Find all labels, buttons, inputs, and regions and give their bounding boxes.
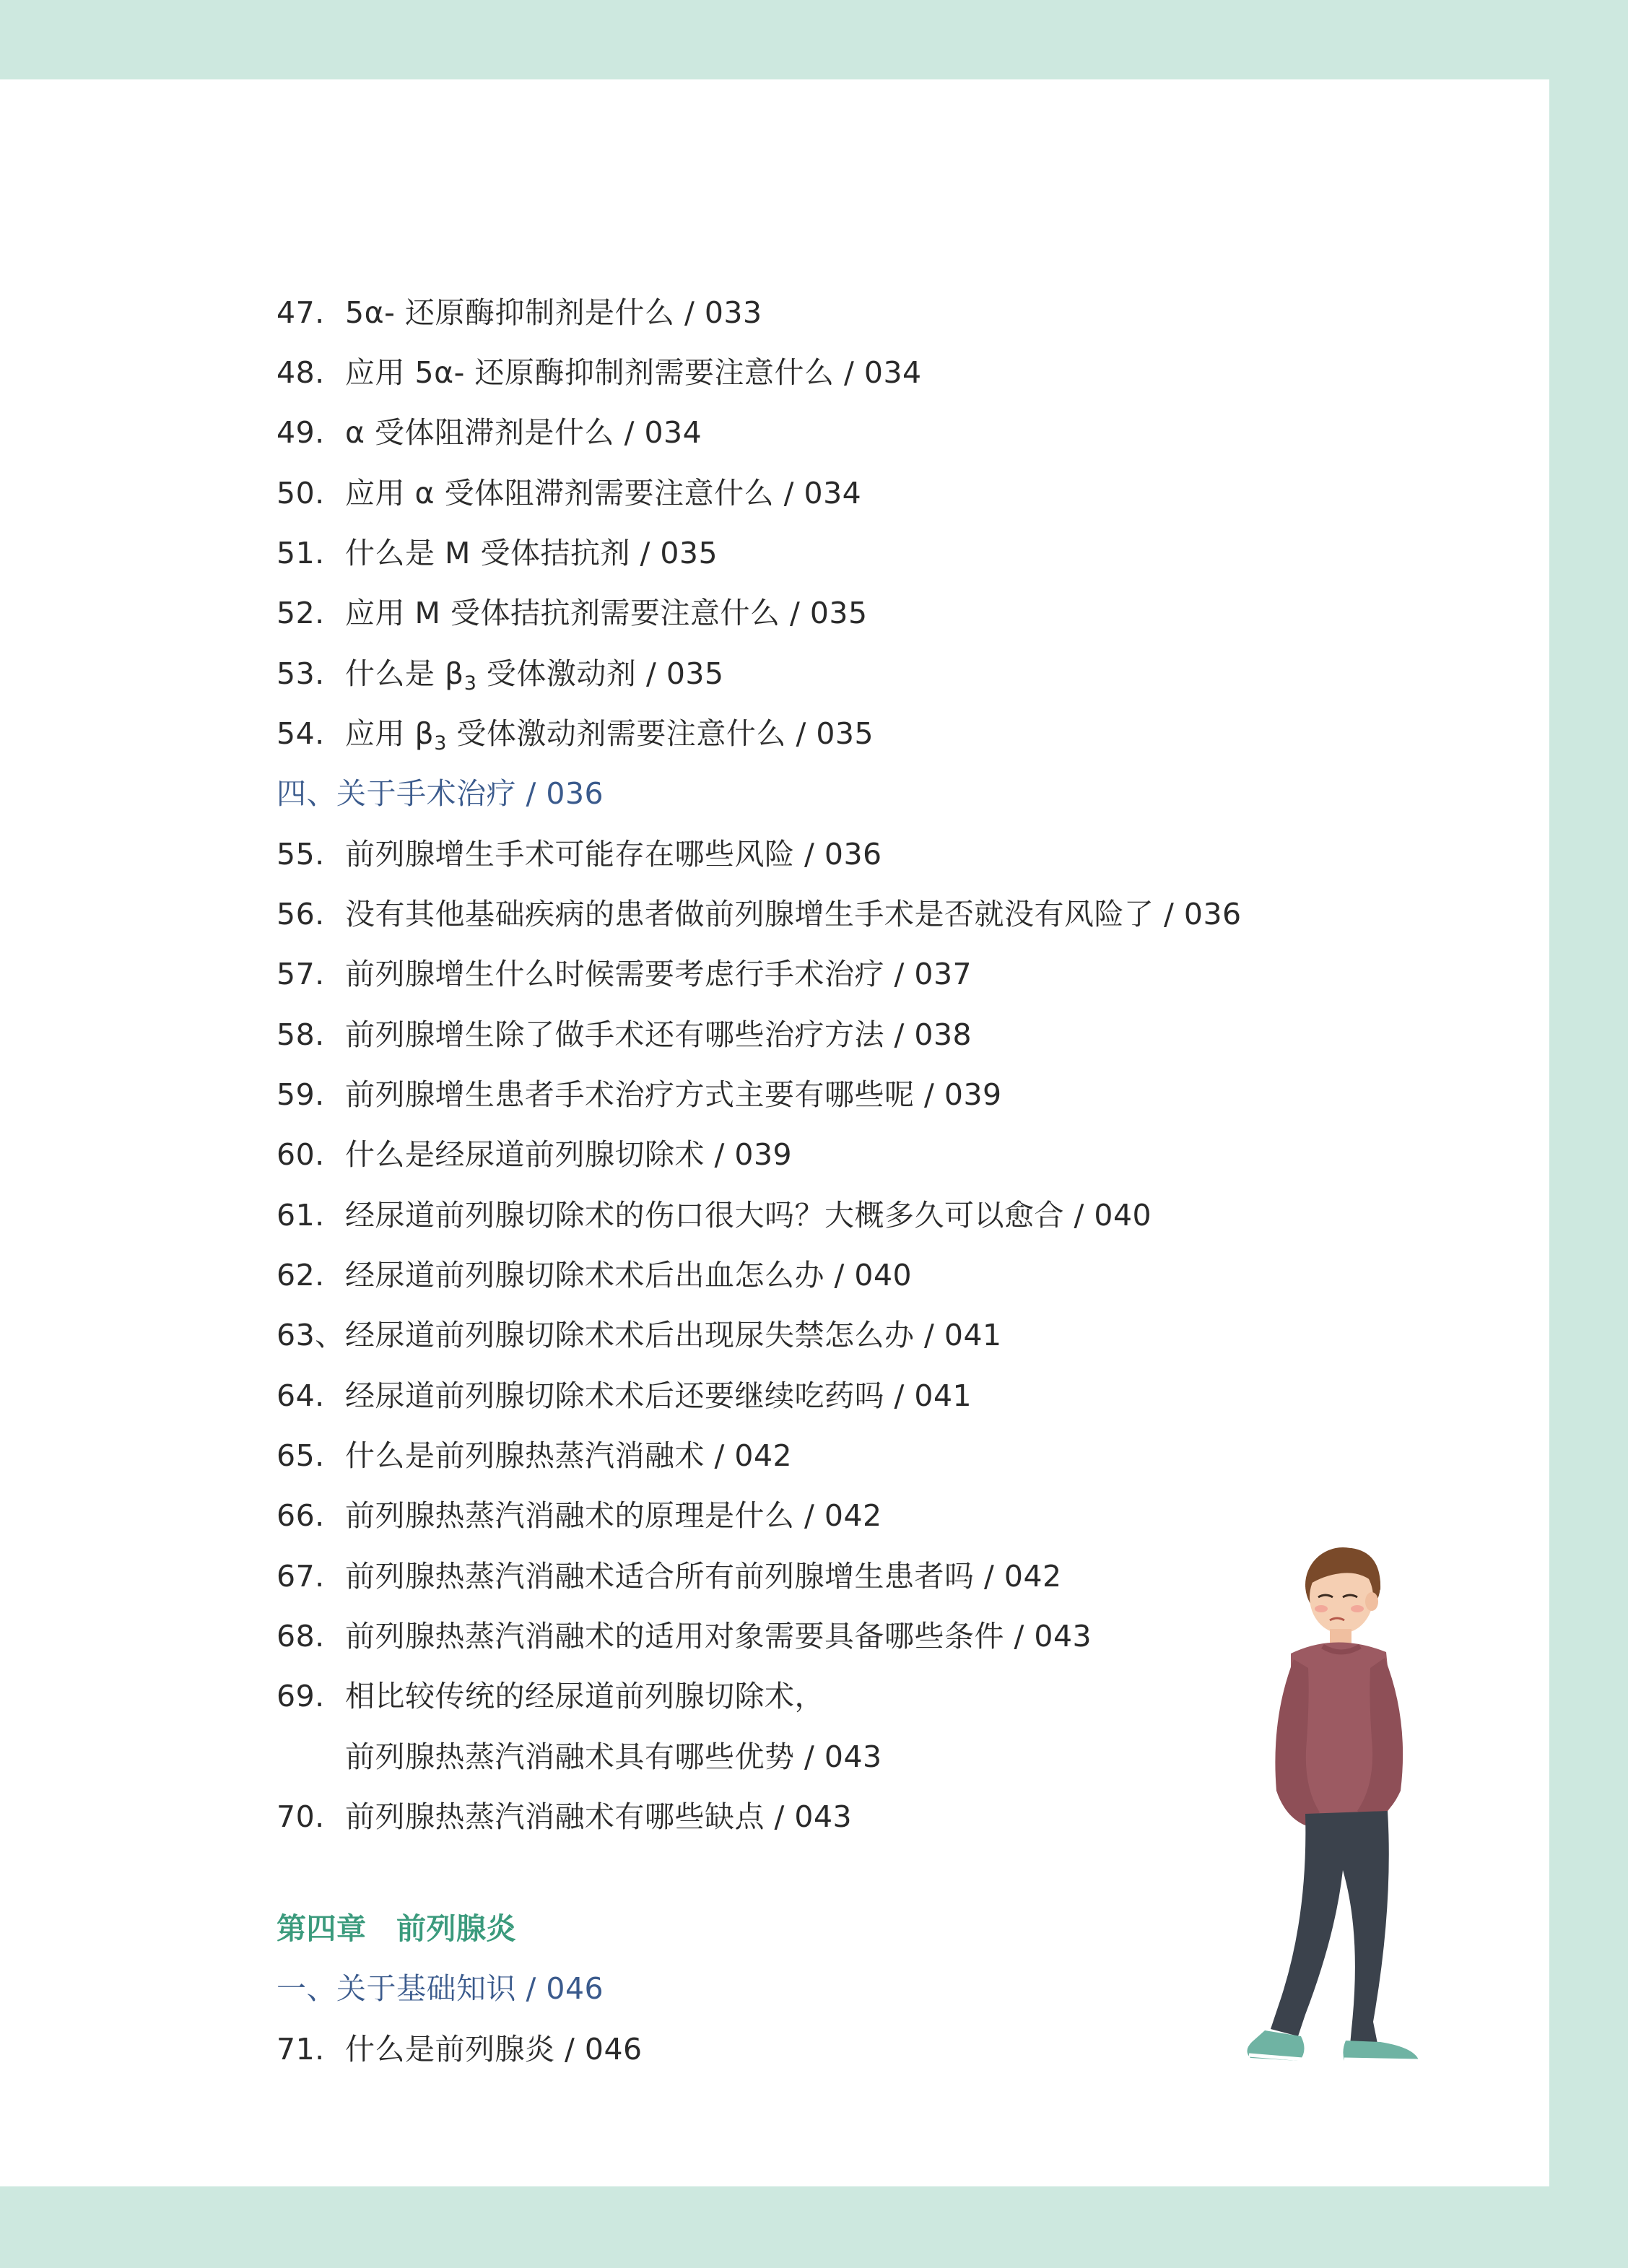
toc-item (277, 531, 718, 575)
toc-item (277, 952, 972, 996)
toc-page-number: 035 (816, 716, 874, 751)
toc-item-title-part: 应用 β (345, 716, 435, 751)
toc-item-text: 应用 M 受体拮抗剂需要注意什么 (345, 596, 780, 630)
toc-separator: / (884, 1378, 915, 1413)
toc-item-number: 69. (277, 1679, 325, 1713)
toc-separator: / (674, 295, 705, 330)
toc-item (277, 1194, 1152, 1237)
toc-item-text: 一、关于基础知识 (277, 1971, 516, 2006)
toc-continuation (345, 1735, 882, 1778)
toc-item (277, 1254, 912, 1297)
toc-page-number: 035 (660, 536, 718, 570)
toc-separator: / (794, 1739, 824, 1774)
toc-item-title (345, 1313, 1002, 1357)
toc-item-text: 相比较传统的经尿道前列腺切除术， (345, 1679, 824, 1713)
toc-item-number: 63、 (277, 1318, 345, 1352)
toc-item-number: 59. (277, 1077, 325, 1112)
toc-separator: / (705, 1438, 735, 1473)
toc-item-text: 前列腺热蒸汽消融术的适用对象需要具备哪些条件 (345, 1619, 1004, 1654)
toc-item-text: 前列腺热蒸汽消融术有哪些缺点 (345, 1799, 765, 1834)
toc-item-number: 70. (277, 1799, 325, 1834)
toc-item-number: 57. (277, 957, 325, 991)
toc-item-number: 47. (277, 295, 325, 330)
toc-item (277, 1674, 824, 1718)
toc-separator: / (1154, 897, 1184, 931)
toc-item-number: 53. (277, 656, 325, 691)
toc-item-text: 四、关于手术治疗 (277, 776, 516, 811)
toc-separator: / (774, 476, 804, 510)
toc-item-text: 5α- 还原酶抑制剂是什么 (345, 295, 675, 330)
toc-item-title (345, 1013, 972, 1056)
toc-separator: / (834, 355, 864, 390)
toc-item-number: 68. (277, 1619, 325, 1654)
toc-item-title (345, 833, 882, 876)
toc-item (277, 1615, 1092, 1658)
toc-separator: / (794, 837, 824, 872)
toc-item-number: 58. (277, 1017, 325, 1052)
toc-item-title (345, 1194, 1152, 1237)
toc-page-number: 039 (734, 1137, 793, 1172)
man-in-discomfort-illustration (1227, 1531, 1444, 2181)
toc-page-number: 036 (824, 837, 882, 872)
toc-item-number: 67. (277, 1559, 325, 1594)
toc-item-number: 51. (277, 536, 325, 570)
toc-item-text: 应用 α 受体阻滞剂需要注意什么 (345, 476, 775, 510)
toc-item-title (345, 531, 718, 575)
toc-item-title (345, 1434, 792, 1477)
toc-item (277, 411, 702, 454)
toc-page-number: 036 (1183, 897, 1242, 931)
toc-separator: / (824, 1258, 855, 1292)
toc-item (277, 1795, 852, 1838)
toc-item-title-part: 受体激动剂需要注意什么 (446, 716, 786, 751)
toc-page-number: 043 (794, 1799, 853, 1834)
toc-item (277, 591, 868, 635)
toc-item-title-part: 什么是 β (345, 656, 464, 691)
toc-separator: / (914, 1077, 944, 1112)
toc-item-title (345, 1555, 1062, 1598)
toc-item-title (345, 1494, 882, 1537)
toc-item-text: 经尿道前列腺切除术术后出血怎么办 (345, 1258, 824, 1292)
toc-separator: / (914, 1318, 944, 1352)
toc-item (277, 1494, 882, 1537)
toc-separator: / (765, 1799, 795, 1834)
toc-separator: / (785, 716, 817, 751)
toc-item-number: 64. (277, 1378, 325, 1413)
toc-item-text: 什么是经尿道前列腺切除术 (345, 1137, 705, 1172)
toc-item-number: 71. (277, 2032, 325, 2067)
toc-page-number: 046 (546, 1971, 604, 2006)
toc-item-text: 前列腺增生手术可能存在哪些风险 (345, 837, 795, 872)
toc-item-number: 49. (277, 415, 325, 450)
toc-item-title (345, 1374, 972, 1417)
toc-page-number: 033 (704, 295, 762, 330)
toc-page-number: 035 (666, 656, 724, 691)
toc-item-title (345, 952, 972, 996)
toc-page-number: 041 (944, 1318, 1002, 1352)
toc-section (277, 1967, 604, 2010)
toc-item (277, 712, 874, 755)
toc-separator: / (974, 1559, 1004, 1594)
toc-item-text: 没有其他基础疾病的患者做前列腺增生手术是否就没有风险了 (345, 897, 1154, 931)
toc-item (277, 1555, 1062, 1598)
toc-item-title (345, 1795, 852, 1838)
toc-item (277, 652, 724, 695)
toc-item (277, 351, 922, 394)
toc-item-number: 54. (277, 716, 325, 751)
toc-item-text: α 受体阻滞剂是什么 (345, 415, 615, 450)
toc-page-number: 041 (914, 1378, 972, 1413)
toc-separator: / (516, 1971, 547, 2006)
toc-item-number: 50. (277, 476, 325, 510)
toc-item (277, 2028, 643, 2071)
toc-separator: / (630, 536, 661, 570)
toc-item-title (345, 351, 922, 394)
toc-page-number: 040 (1094, 1198, 1152, 1233)
toc-item-text: 第四章 前列腺炎 (277, 1911, 516, 1946)
toc-item-title (345, 892, 1242, 936)
toc-item-title (277, 772, 604, 815)
toc-item-number: 52. (277, 596, 325, 630)
toc-item-text: 什么是 M 受体拮抗剂 (345, 536, 630, 570)
toc-item (277, 892, 1242, 936)
toc-item-title (277, 1907, 516, 1950)
toc-page-number: 035 (809, 596, 868, 630)
toc-item-title (345, 712, 874, 765)
toc-item-text: 前列腺增生患者手术治疗方式主要有哪些呢 (345, 1077, 915, 1112)
toc-separator: / (794, 1498, 824, 1533)
toc-separator: / (1064, 1198, 1094, 1233)
toc-item-number: 56. (277, 897, 325, 931)
toc-item-text: 什么是前列腺热蒸汽消融术 (345, 1438, 705, 1473)
page (0, 79, 1549, 2186)
toc-page-number: 042 (824, 1498, 882, 1533)
toc-item-subscript: 3 (434, 732, 447, 755)
toc-item-subscript: 3 (463, 672, 477, 695)
toc-item (277, 1073, 1002, 1116)
toc-item-number: 62. (277, 1258, 325, 1292)
toc-item-text: 什么是前列腺炎 (345, 2032, 555, 2067)
toc-separator: / (1004, 1619, 1035, 1654)
toc-item-number: 65. (277, 1438, 325, 1473)
toc-item-text: 经尿道前列腺切除术的伤口很大吗？大概多久可以愈合 (345, 1198, 1064, 1233)
toc-item (277, 472, 861, 515)
toc-item-title (345, 652, 724, 705)
toc-item-text: 前列腺热蒸汽消融术的原理是什么 (345, 1498, 795, 1533)
toc-item-title (345, 411, 702, 454)
toc-item-number: 48. (277, 355, 325, 390)
toc-page-number: 034 (804, 476, 862, 510)
toc-separator: / (614, 415, 645, 450)
toc-item-text: 前列腺热蒸汽消融术适合所有前列腺增生患者吗 (345, 1559, 975, 1594)
toc-item-text: 经尿道前列腺切除术术后还要继续吃药吗 (345, 1378, 884, 1413)
toc-item-text: 前列腺增生除了做手术还有哪些治疗方法 (345, 1017, 884, 1052)
toc-item-title (345, 1254, 912, 1297)
toc-item-title (345, 1133, 792, 1176)
toc-page-number: 038 (914, 1017, 972, 1052)
toc-item (277, 1374, 972, 1417)
toc-page-number: 034 (644, 415, 702, 450)
toc-item-text: 应用 5α- 还原酶抑制剂需要注意什么 (345, 355, 835, 390)
toc-item (277, 1313, 1002, 1357)
toc-separator: / (780, 596, 810, 630)
toc-item-title (277, 1967, 604, 2010)
toc-item-text: 前列腺热蒸汽消融术具有哪些优势 (345, 1739, 795, 1774)
toc-separator: / (884, 957, 915, 991)
toc-item-title (345, 591, 868, 635)
toc-separator: / (705, 1137, 735, 1172)
toc-separator: / (516, 776, 547, 811)
toc-item-title (345, 2028, 643, 2071)
toc-chapter (277, 1907, 516, 1950)
toc-page-number: 036 (546, 776, 604, 811)
toc-item-number: 60. (277, 1137, 325, 1172)
toc-page-number: 037 (914, 957, 972, 991)
toc-item-title (345, 1073, 1002, 1116)
toc-item-text: 前列腺增生什么时候需要考虑行手术治疗 (345, 957, 884, 991)
toc-item-number: 55. (277, 837, 325, 872)
toc-item-title (345, 1735, 882, 1778)
toc-item-title (345, 472, 861, 515)
toc-item (277, 833, 882, 876)
toc-section (277, 772, 604, 815)
toc-item-title (345, 1615, 1092, 1658)
toc-page-number: 046 (584, 2032, 643, 2067)
toc-separator: / (884, 1017, 915, 1052)
toc-item-title (345, 291, 762, 334)
toc-item (277, 1434, 792, 1477)
toc-page-number: 042 (734, 1438, 793, 1473)
toc-separator: / (554, 2032, 585, 2067)
toc-page-number: 039 (944, 1077, 1002, 1112)
toc-item (277, 291, 762, 334)
toc-page-number: 043 (1034, 1619, 1092, 1654)
toc-page-number: 034 (863, 355, 922, 390)
toc-item-text: 经尿道前列腺切除术术后出现尿失禁怎么办 (345, 1318, 915, 1352)
toc-page-number: 042 (1004, 1559, 1062, 1594)
toc-item (277, 1133, 792, 1176)
toc-item-title (345, 1674, 824, 1718)
toc-item (277, 1013, 972, 1056)
toc-item-number: 61. (277, 1198, 325, 1233)
toc-item-number: 66. (277, 1498, 325, 1533)
toc-item-title-part: 受体激动剂 (476, 656, 637, 691)
toc-separator: / (636, 656, 666, 691)
toc-page-number: 040 (854, 1258, 913, 1292)
toc-page-number: 043 (824, 1739, 882, 1774)
